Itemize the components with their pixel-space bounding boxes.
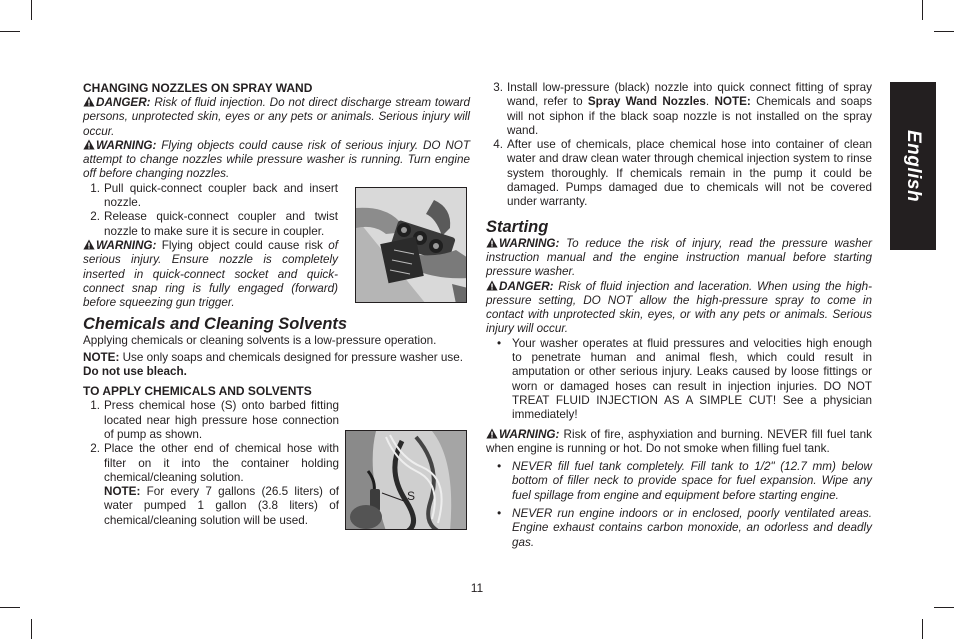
note-text: For every 7 gallons (26.5 liters) of water pumped 1 gallon (3.8 liters) of chemical/cleaning solution will be used. xyxy=(104,485,339,527)
crop-mark xyxy=(922,619,923,639)
step-number: 1. xyxy=(90,399,100,413)
warning-triangle-icon xyxy=(486,237,498,248)
nozzle-steps-block xyxy=(83,182,338,311)
bullet-text: NEVER run engine indoors or in enclosed, poorly ventilated areas. Engine exhaust contains carbon monoxide, an odorless and deadly gas. xyxy=(512,507,872,549)
list-item xyxy=(83,182,338,211)
figure-label-s: S xyxy=(407,489,416,503)
language-tab-label: English xyxy=(903,129,925,203)
step-text xyxy=(507,81,872,138)
bullet-text: NEVER fill fuel tank completely. Fill tank to 1/2" (12.7 mm) below bottom of filler neck to provide space for fuel expansion. Wipe any fuel spillage from engine and equipment before starting engine. xyxy=(512,460,872,502)
warning-label: WARNING: xyxy=(499,236,560,250)
list-item xyxy=(486,337,872,423)
warning-label: WARNING: xyxy=(96,238,157,252)
list-item xyxy=(486,460,872,503)
apply-heading: TO APPLY CHEMICALS AND SOLVENTS xyxy=(83,384,312,399)
danger-text: Risk of fluid injection. Do not direct discharge stream toward persons, unprotected skin, eyes or any pets or animals. Serious injury will occur. xyxy=(83,96,470,138)
step-number: 1. xyxy=(90,181,100,195)
warning-triangle-icon xyxy=(83,96,95,107)
chemical-hose-figure xyxy=(345,430,467,530)
nozzle-coupler-illustration xyxy=(356,188,467,303)
warning-text: Risk of fire, asphyxiation and burning. NEVER fill fuel tank when engine is running or hot. Do not smoke when filling fuel tank. xyxy=(486,427,872,455)
step-number: 2. xyxy=(90,442,100,456)
warning-triangle-icon xyxy=(486,280,498,291)
crop-mark xyxy=(0,607,20,608)
crop-mark xyxy=(922,0,923,20)
apply-steps-list xyxy=(83,399,339,485)
bullet-mark: • xyxy=(496,460,502,474)
warning-text: To reduce the risk of injury, read the pressure washer instruction manual and the engine instruction manual before starting pressure washer. xyxy=(486,236,872,279)
danger-label: DANGER: xyxy=(96,96,151,109)
warning-triangle-icon xyxy=(486,428,498,439)
danger-notice xyxy=(486,280,872,337)
danger-label: DANGER: xyxy=(499,279,554,293)
step-note-label: NOTE: xyxy=(714,95,751,109)
crop-mark xyxy=(934,607,954,608)
step-text-ref: Spray Wand Nozzles xyxy=(587,95,706,109)
chemicals-note xyxy=(83,351,470,380)
danger-text: Risk of fluid injection and laceration. When using the high-pressure setting, DO NOT allow the high-pressure spray to come in contact with unprotected skin, eyes, or with any pets or animals. Serious injury will occur. xyxy=(486,279,872,336)
step-number: 4. xyxy=(493,138,503,152)
warning-triangle-icon xyxy=(83,139,95,150)
chemicals-heading: Chemicals and Cleaning Solvents xyxy=(83,315,348,334)
bullet-mark: • xyxy=(496,336,502,350)
step-text-post: Chemicals and soaps will not siphon if the black soap nozzle is not installed on the spray wand. xyxy=(507,95,872,137)
injection-bullets xyxy=(486,337,872,423)
chemical-hose-illustration xyxy=(346,431,467,530)
warning-text-plain: Flying object could cause risk xyxy=(156,238,323,252)
step-text: Pull quick-connect coupler back and insert nozzle. xyxy=(104,181,338,210)
note-text: Use only soaps and chemicals designed for pressure washer use. xyxy=(119,350,464,364)
list-item xyxy=(486,138,872,209)
list-item xyxy=(486,507,872,550)
warning-text: Flying objects could cause risk of serious injury. DO NOT attempt to change nozzles while pressure washer is running. Turn engine off before changing nozzles. xyxy=(83,138,470,181)
chemicals-intro: Applying chemicals or cleaning solvents is a low-pressure operation. xyxy=(83,334,437,348)
crop-mark xyxy=(31,0,32,20)
page-number: 11 xyxy=(470,581,484,595)
warning-notice xyxy=(83,239,338,310)
list-item xyxy=(83,399,339,442)
step-text: After use of chemicals, place chemical hose into container of clean water and draw clean water through chemical injection system to rinse system thoroughly. If chemicals remain in the pump it could be damaged. Pumps damaged due to chemicals will not be covered under warranty. xyxy=(507,138,872,209)
crop-mark xyxy=(934,31,954,32)
step-text-pre: Install low-pressure (black) nozzle into quick connect fitting of spray wand, refer to xyxy=(507,81,872,109)
step-text: Release quick-connect coupler and twist nozzle to make sure it is secure in coupler. xyxy=(104,210,338,238)
nozzles-heading: CHANGING NOZZLES ON SPRAY WAND xyxy=(83,81,313,95)
right-column xyxy=(486,81,872,550)
language-tab xyxy=(890,82,936,250)
bullet-text: Your washer operates at fluid pressures and velocities high enough to penetrate human and animal flesh, which could result in amputation or other serious injury. Leaks caused by loose fittings or worn or damaged hoses can result in injection injuries. DO NOT TREAT FLUID INJECTION AS A SIMPLE CUT! See a physician immediately! xyxy=(512,336,872,422)
nozzle-coupler-figure xyxy=(355,187,467,303)
step-text: Press chemical hose (S) onto barbed fitting located near high pressure hose connection of pump as shown. xyxy=(104,399,339,441)
danger-notice xyxy=(83,96,470,139)
step-number: 2. xyxy=(90,210,100,224)
warning-label: WARNING: xyxy=(499,427,560,441)
starting-heading: Starting xyxy=(486,217,549,236)
warning-notice xyxy=(486,237,872,280)
note-label: NOTE: xyxy=(83,350,120,364)
warning-notice xyxy=(486,428,872,457)
crop-mark xyxy=(31,619,32,639)
fuel-bullets xyxy=(486,460,872,550)
nozzle-steps-list xyxy=(83,182,338,239)
step-number: 3. xyxy=(493,81,503,94)
list-item xyxy=(83,442,339,485)
note-label: NOTE: xyxy=(104,485,141,499)
step-text: Place the other end of chemical hose with filter on it into the container holding chemical/cleaning solution. xyxy=(104,442,339,484)
list-item xyxy=(83,210,338,239)
chemical-steps-continued xyxy=(486,81,872,210)
apply-steps-block xyxy=(83,399,339,528)
bullet-mark: • xyxy=(496,507,502,521)
warning-notice xyxy=(83,139,470,182)
step-text-mid: . xyxy=(705,95,715,109)
warning-label: WARNING: xyxy=(96,138,157,152)
warning-triangle-icon xyxy=(83,239,95,250)
crop-mark xyxy=(0,31,20,32)
list-item xyxy=(486,81,872,138)
warning-text-italic: of serious injury. Ensure nozzle is completely inserted in quick-connect socket and quick-connect snap ring is fully engaged (forward) before squeezing gun trigger. xyxy=(83,238,339,310)
note-bold: Do not use bleach. xyxy=(83,365,187,379)
apply-note xyxy=(83,485,339,528)
